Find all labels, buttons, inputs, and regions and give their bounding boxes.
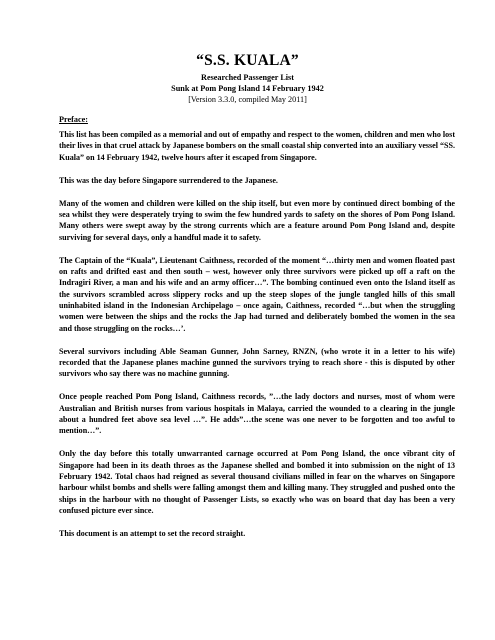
paragraph: Once people reached Pom Pong Island, Caithness records, ”…the lady doctors and nurses, most of whom were Australian and British nurses from various hospitals in Malaya, carried the wounded to a clearing in the jungle about a hundred feet above sea level …”. He adds”…the scene was one never to be forgotten and too awful to mention…”. (59, 392, 455, 436)
paragraph: This was the day before Singapore surrendered to the Japanese. (59, 175, 278, 185)
document-subtitle: Researched Passenger List (201, 73, 294, 82)
document-subtitle-sinking: Sunk at Pom Pong Island 14 February 1942 (171, 84, 324, 93)
paragraph: This document is an attempt to set the record straight. (59, 528, 246, 538)
preface-body (59, 129, 455, 539)
preface-heading: Preface: (59, 115, 88, 124)
paragraph: Many of the women and children were killed on the ship itself, but even more by continued direct bombing of the sea whilst they were desperately trying to swim the few hundred yards to safety on the shores of Pom Pong Island. Many others were swept away by the strong currents which are a feature around Pom Pong Island and, despite surviving for several days, only a handful made it to safety. (59, 198, 455, 242)
document-version: [Version 3.3.0, compiled May 2011] (188, 95, 307, 104)
paragraph: Several survivors including Able Seaman Gunner, John Sarney, RNZN, (who wrote it in a letter to his wife) recorded that the Japanese planes machine gunned the survivors trying to reach shore - this is disputed by other survivors who say there was no machine gunning. (59, 346, 455, 379)
paragraph: Only the day before this totally unwarranted carnage occurred at Pom Pong Island, the once vibrant city of Singapore had been in its death throes as the Japanese shelled and bombed it into submission on the night of 13 February 1942. Total chaos had reigned as several thousand civilians milled in fear on the wharves on Singapore harbour whilst bombs and shells were falling amongst them and killing many. They struggled and pushed onto the ships in the harbour with no thought of Passenger Lists, so exactly who was on board that day has been a very confused picture ever since. (59, 449, 455, 515)
paragraph: The Captain of the “Kuala”, Lieutenant Caithness, recorded of the moment “…thirty men and women floated past on rafts and drifted east and then south – west, however only three survivors were picked up off a raft on the Indragiri River, a man and his wife and an army officer…”. The bombing continued even onto the Island itself as the survivors scrambled across slippery rocks and up the steep slopes of the jungle tangled hills of this small uninhabited island in the Indonesian Archipelago – once again, Caithness, recorded “…but when the struggling women were between the ships and the rocks the Jap had turned and deliberately bombed the women in the sea and those struggling on the rocks…’. (59, 255, 455, 333)
document-title: “S.S. KUALA” (196, 52, 299, 69)
paragraph: This list has been compiled as a memorial and out of empathy and respect to the women, children and men who lost their lives in that cruel attack by Japanese bombers on the small coastal ship converted into an auxiliary vessel “SS. Kuala” on 14 February 1942, twelve hours after it escaped from Singapore. (59, 130, 455, 162)
